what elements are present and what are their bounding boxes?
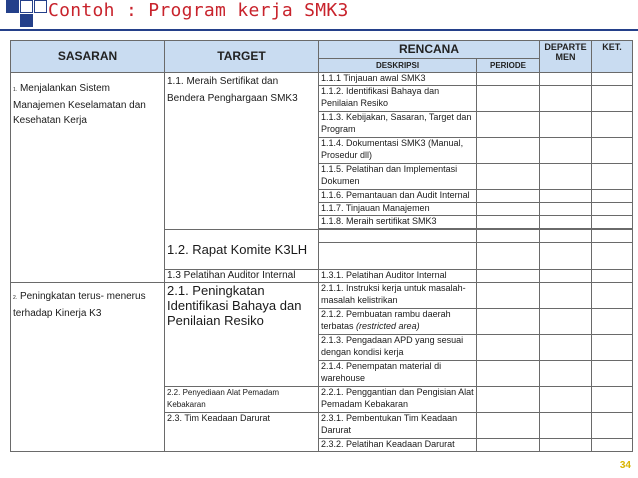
ket-cell [592, 387, 633, 413]
ket-cell [592, 243, 633, 270]
decor-square [6, 0, 19, 13]
target-1-3: 1.3 Pelatihan Auditor Internal [165, 270, 319, 283]
ket-cell [592, 203, 633, 216]
sasaran-number: 2. [13, 295, 18, 301]
periode-cell [477, 361, 540, 387]
rencana-item: 1.1.5. Pelatihan dan Implementasi Dokumen [319, 164, 477, 190]
periode-cell [477, 283, 540, 309]
departemen-cell [540, 86, 592, 112]
departemen-cell [540, 230, 592, 243]
departemen-cell [540, 164, 592, 190]
rencana-item: 1.1.2. Identifikasi Bahaya dan Penilaian Resiko [319, 86, 477, 112]
departemen-cell [540, 138, 592, 164]
periode-cell [477, 86, 540, 112]
ket-cell [592, 86, 633, 112]
periode-cell [477, 309, 540, 335]
periode-cell [477, 216, 540, 229]
departemen-cell [540, 112, 592, 138]
rencana-item: 2.1.4. Penempatan material di warehouse [319, 361, 477, 387]
periode-cell [477, 190, 540, 203]
periode-cell [477, 335, 540, 361]
periode-cell [477, 138, 540, 164]
rencana-item: 1.3.1. Pelatihan Auditor Internal [319, 270, 477, 283]
rencana-item: 1.1.8. Meraih sertifikat SMK3 [319, 216, 477, 229]
program-table [10, 40, 633, 452]
rencana-item: 2.3.2. Pelatihan Keadaan Darurat [319, 439, 477, 452]
periode-cell [477, 270, 540, 283]
sasaran-text: Peningkatan terus- menerus terhadap Kinerja K3 [13, 291, 146, 319]
header-deskripsi: DESKRIPSI [319, 59, 477, 73]
sasaran-2 [11, 283, 165, 452]
decor-square [34, 0, 47, 13]
rencana-item: 1.1.1 Tinjauan awal SMK3 [319, 73, 477, 86]
ket-cell [592, 190, 633, 203]
rencana-item: 2.3.1. Pembentukan Tim Keadaan Darurat [319, 413, 477, 439]
rencana-item: 1.1.7. Tinjauan Manajemen [319, 203, 477, 216]
periode-cell [477, 203, 540, 216]
decor-square [20, 14, 33, 27]
periode-cell [477, 112, 540, 138]
periode-cell [477, 439, 540, 452]
departemen-cell [540, 387, 592, 413]
ket-cell [592, 309, 633, 335]
header-ket: KET. [592, 41, 633, 73]
header-rencana: RENCANA [319, 41, 540, 59]
ket-cell [592, 270, 633, 283]
departemen-cell [540, 190, 592, 203]
rencana-item: 2.2.1. Penggantian dan Pengisian Alat Pemadam Kebakaran [319, 387, 477, 413]
rencana-item: 1.1.6. Pemantauan dan Audit Internal [319, 190, 477, 203]
header-target: TARGET [165, 41, 319, 73]
header-periode: PERIODE [477, 59, 540, 73]
departemen-cell [540, 335, 592, 361]
rencana-item: 1.1.4. Dokumentasi SMK3 (Manual, Prosedur dll) [319, 138, 477, 164]
rencana-text: 2.1.2. Pembuatan rambu daerah terbatas [321, 309, 451, 331]
rencana-text-italic: (restricted area) [356, 320, 420, 331]
departemen-cell [540, 413, 592, 439]
sasaran-1 [11, 73, 165, 283]
departemen-cell [540, 283, 592, 309]
ket-cell [592, 138, 633, 164]
target-1-1: 1.1. Meraih Sertifikat dan Bendera Penghargaan SMK3 [165, 73, 319, 230]
ket-cell [592, 439, 633, 452]
periode-cell [477, 164, 540, 190]
header-sasaran: SASARAN [11, 41, 165, 73]
ket-cell [592, 335, 633, 361]
decor-square [20, 0, 33, 13]
departemen-cell [540, 309, 592, 335]
target-2-3: 2.3. Tim Keadaan Darurat [165, 413, 319, 452]
page-title: Contoh : Program kerja SMK3 [48, 0, 349, 21]
header-departemen: DEPARTE MEN [540, 41, 592, 73]
departemen-cell [540, 439, 592, 452]
departemen-cell [540, 361, 592, 387]
ket-cell [592, 283, 633, 309]
ket-cell [592, 361, 633, 387]
departemen-cell [540, 216, 592, 229]
ket-cell [592, 73, 633, 86]
periode-cell [477, 243, 540, 270]
ket-cell [592, 216, 633, 229]
periode-cell [477, 230, 540, 243]
page-number: 34 [619, 460, 631, 471]
departemen-cell [540, 73, 592, 86]
rencana-item [319, 309, 477, 335]
periode-cell [477, 73, 540, 86]
rencana-empty [319, 243, 477, 270]
rencana-empty [319, 230, 477, 243]
departemen-cell [540, 270, 592, 283]
departemen-cell [540, 203, 592, 216]
sasaran-number: 1. [13, 87, 18, 93]
ket-cell [592, 164, 633, 190]
target-2-1: 2.1. Peningkatan Identifikasi Bahaya dan Penilaian Resiko [165, 283, 319, 387]
target-2-2: 2.2. Penyediaan Alat Pemadam Kebakaran [165, 387, 319, 413]
title-divider [0, 29, 638, 31]
periode-cell [477, 413, 540, 439]
sasaran-text: Menjalankan Sistem Manajemen Keselamatan dan Kesehatan Kerja [13, 83, 146, 126]
ket-cell [592, 230, 633, 243]
ket-cell [592, 112, 633, 138]
rencana-item: 2.1.3. Pengadaan APD yang sesuai dengan kondisi kerja [319, 335, 477, 361]
rencana-item: 2.1.1. Instruksi kerja untuk masalah-masalah kelistrikan [319, 283, 477, 309]
periode-cell [477, 387, 540, 413]
target-1-2: 1.2. Rapat Komite K3LH [165, 230, 319, 270]
rencana-item: 1.1.3. Kebijakan, Sasaran, Target dan Program [319, 112, 477, 138]
ket-cell [592, 413, 633, 439]
departemen-cell [540, 243, 592, 270]
